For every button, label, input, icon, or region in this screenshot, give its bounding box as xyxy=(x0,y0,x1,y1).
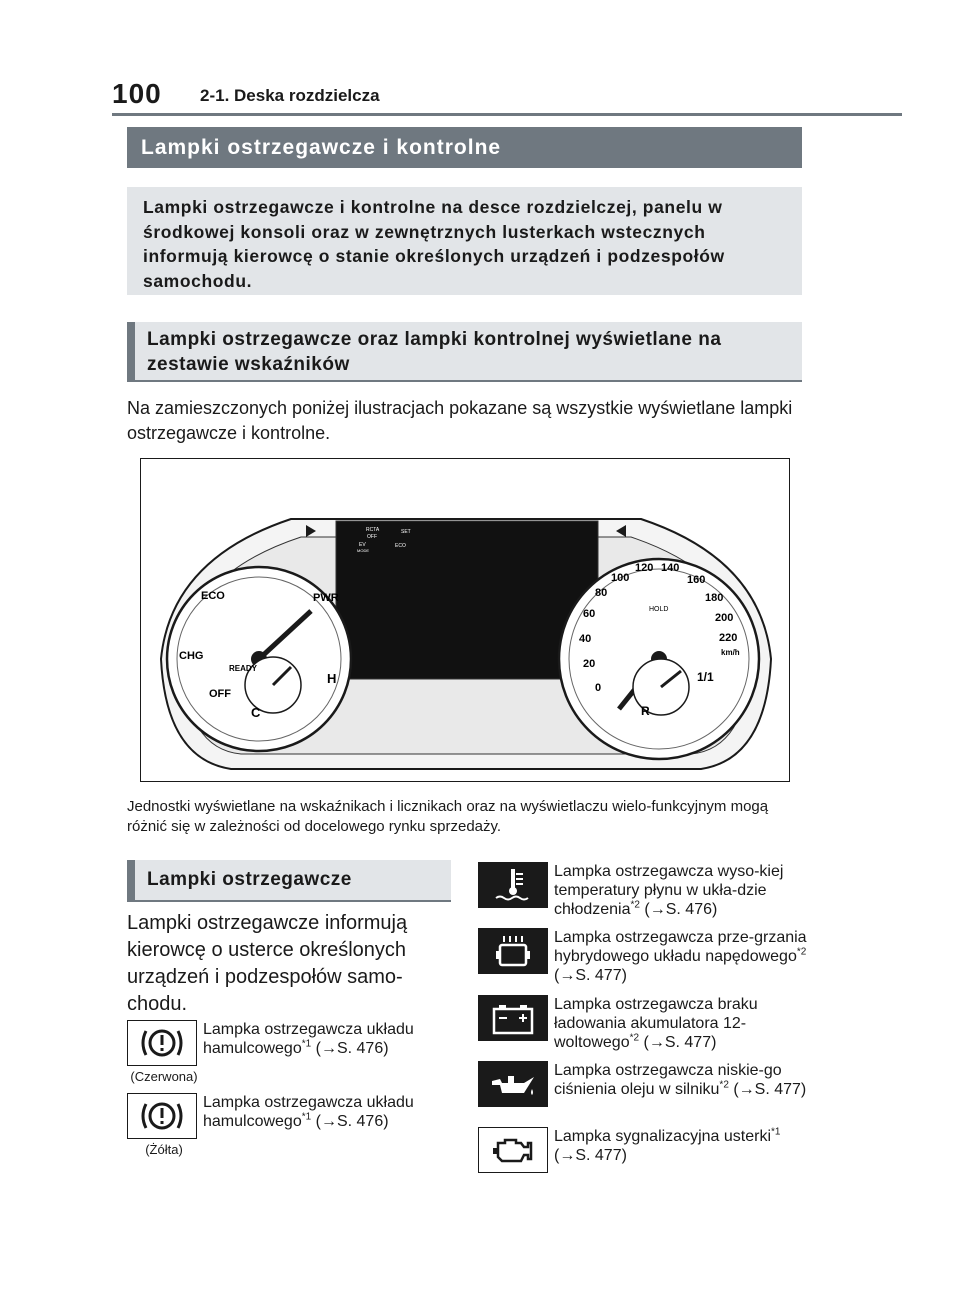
hold-label: HOLD xyxy=(649,606,669,613)
ready-label: READY xyxy=(229,664,258,673)
screen-rcta: RCTA xyxy=(366,527,380,533)
speed-180: 180 xyxy=(705,592,724,604)
speed-80: 80 xyxy=(595,587,608,599)
list-item xyxy=(478,928,818,984)
instrument-cluster-illustration xyxy=(141,459,788,780)
item-desc-5: Lampka ostrzegawcza braku ładowania akumulatora 12-woltowego$^{*2}$ (→S. 477) xyxy=(554,996,758,1051)
speed-0: 0 xyxy=(595,682,602,694)
item-desc-6: Lampka ostrzegawcza niskie-go ciśnienia oleju w silniku$^{*2}$ (→S. 477) xyxy=(554,1062,807,1098)
speed-120: 120 xyxy=(635,562,654,574)
cold-label: C xyxy=(251,705,261,720)
off-label: OFF xyxy=(209,688,231,700)
subsection-title: Lampki ostrzegawcze oraz lampki kontrolnej wyświetlane na zestawie wskaźników xyxy=(127,322,802,382)
speed-20: 20 xyxy=(583,658,596,670)
item-desc-4: Lampka ostrzegawcza prze-grzania hybrydowego układu napędowego$^{*2}$ (→S. 477) xyxy=(554,929,807,984)
item-desc-7: Lampka sygnalizacyjna usterki$^{*1}$ (→S. 477) xyxy=(554,1126,781,1164)
speed-60: 60 xyxy=(583,608,596,620)
body-paragraph: Na zamieszczonych poniżej ilustracjach pokazane są wszystkie wyświetlane lampki ostrzegawcze i kontrolne. xyxy=(127,398,793,443)
brake-yellow-icon xyxy=(127,1093,197,1139)
item-sub-2: (Żółta) xyxy=(145,1142,183,1157)
battery-icon xyxy=(478,995,548,1041)
list-item xyxy=(478,1127,818,1173)
item-desc-1: Lampka ostrzegawcza układu hamulcowego$^{*1}$ (→S. 476) xyxy=(203,1021,414,1057)
coolant-temp-icon xyxy=(478,862,548,908)
chg-label: CHG xyxy=(179,650,204,662)
pwr-label: PWR xyxy=(313,592,339,604)
speed-160: 160 xyxy=(687,574,706,586)
screen-off: OFF xyxy=(367,534,377,540)
speed-220: 220 xyxy=(719,632,738,644)
list-item xyxy=(478,1061,818,1107)
speed-140: 140 xyxy=(661,562,680,574)
warnings-lead: Lampki ostrzegawcze informują kierowcę o usterce określonych urządzeń i podzespołów samo-chodu. xyxy=(127,912,408,1015)
check-engine-icon xyxy=(478,1127,548,1173)
item-desc-2: Lampka ostrzegawcza układu hamulcowego$^{*1}$ (→S. 476) xyxy=(203,1094,414,1130)
warnings-title: Lampki ostrzegawcze xyxy=(127,860,451,902)
speed-unit: km/h xyxy=(721,648,740,657)
figure-caption: Jednostki wyświetlane na wskaźnikach i licznikach oraz na wyświetlaczu wielo-funkcyjnym mogą różnić się w zależności od docelowego rynku sprzedaży. xyxy=(127,798,769,835)
oil-pressure-icon xyxy=(478,1061,548,1107)
section-title: Lampki ostrzegawcze i kontrolne xyxy=(127,127,802,168)
eco-label: ECO xyxy=(201,590,225,602)
list-item xyxy=(127,1093,457,1157)
item-sub-1: (Czerwona) xyxy=(130,1069,198,1084)
screen-ev: EV xyxy=(359,542,366,548)
list-item xyxy=(478,862,818,918)
screen-eco: ECO xyxy=(395,543,406,549)
fuel-full-label: 1/1 xyxy=(697,670,714,684)
header-rule xyxy=(112,113,902,116)
item-desc-3: Lampka ostrzegawcza wyso-kiej temperatury płynu w ukła-dzie chłodzenia$^{*2}$ (→S. 476) xyxy=(554,863,784,918)
brake-red-icon xyxy=(127,1020,197,1066)
intro-box: Lampki ostrzegawcze i kontrolne na desce rozdzielczej, panelu w środkowej konsoli oraz w zewnętrznych lusterkach wstecznych informują kierowcę o stanie określonych urządzeń i podzespołów samochodu. xyxy=(127,187,802,295)
speed-100: 100 xyxy=(611,572,630,584)
list-item xyxy=(478,995,818,1051)
hybrid-overheat-icon xyxy=(478,928,548,974)
hot-label: H xyxy=(327,671,337,686)
fuel-reserve-label: R xyxy=(641,704,650,718)
page-number: 100 xyxy=(112,78,162,109)
speed-200: 200 xyxy=(715,612,734,624)
speed-40: 40 xyxy=(579,633,592,645)
instrument-cluster-figure xyxy=(140,458,790,782)
screen-mode: MODE xyxy=(357,548,369,553)
screen-set: SET xyxy=(401,529,411,535)
list-item xyxy=(127,1020,457,1084)
chapter-title: 2-1. Deska rozdzielcza xyxy=(200,86,380,105)
